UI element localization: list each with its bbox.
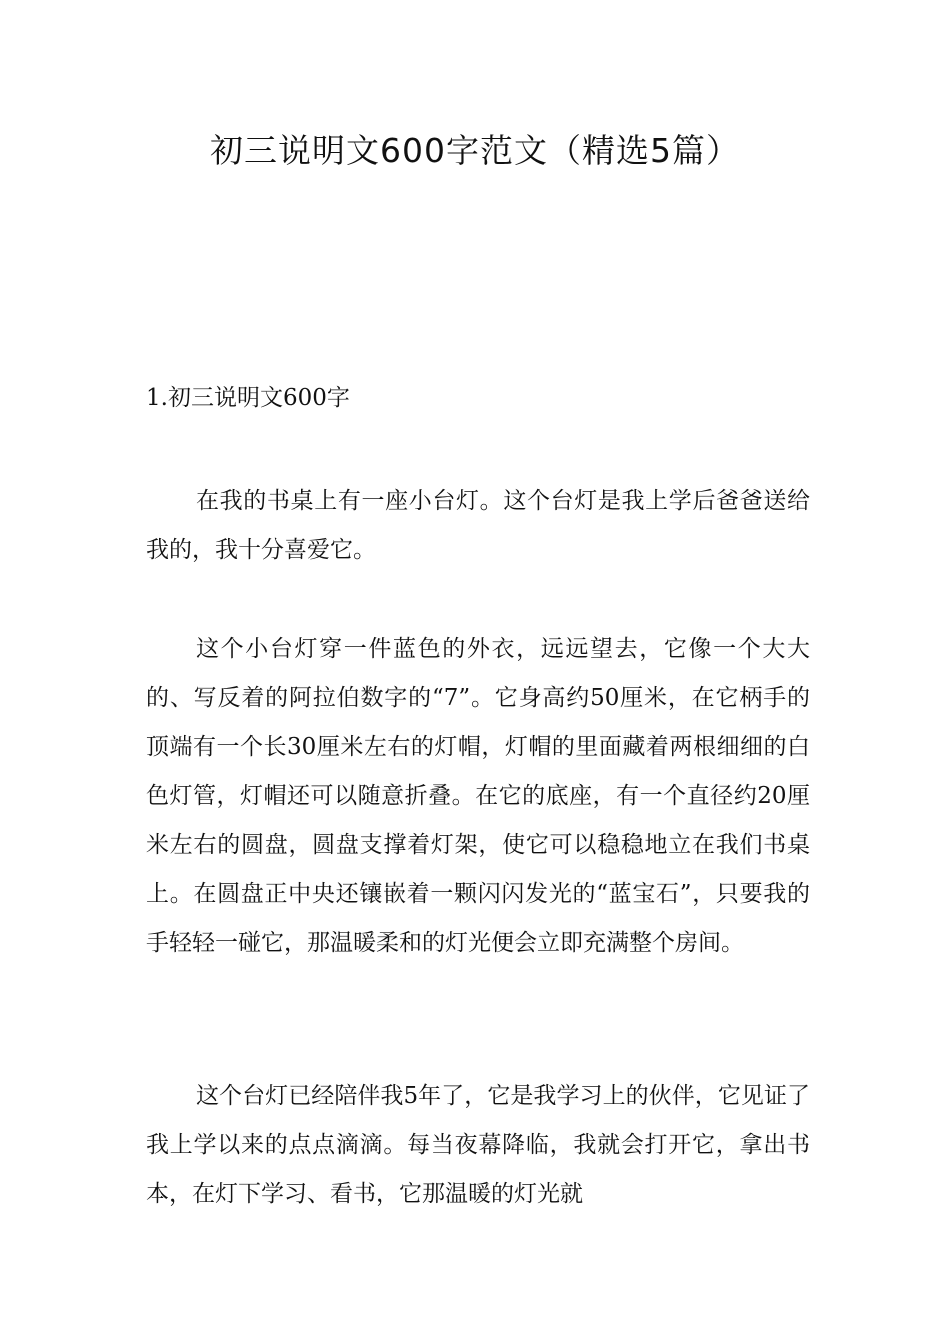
document-title: 初三说明文600字范文（精选5篇） [210, 131, 740, 170]
paragraph-3: 这个台灯已经陪伴我5年了，它是我学习上的伙伴，它见证了我上学以来的点点滴滴。每当夜幕降临，我就会打开它，拿出书本，在灯下学习、看书，它那温暖的灯光就 [146, 1083, 810, 1207]
section-heading: 1.初三说明文600字 [146, 385, 350, 411]
paragraph-2: 这个小台灯穿一件蓝色的外衣，远远望去，它像一个大大的、写反着的阿拉伯数字的“7”。它身高约50厘米，在它柄手的顶端有一个长30厘米左右的灯帽，灯帽的里面藏着两根细细的白色灯管，灯帽还可以随意折叠。在它的底座，有一个直径约20厘米左右的圆盘，圆盘支撑着灯架，使它可以稳稳地立在我们书桌上。在圆盘正中央还镶嵌着一颗闪闪发光的“蓝宝石”，只要我的手轻轻一碰它，那温暖柔和的灯光便会立即充满整个房间。 [146, 636, 810, 956]
paragraph-1: 在我的书桌上有一座小台灯。这个台灯是我上学后爸爸送给我的，我十分喜爱它。 [146, 488, 810, 563]
